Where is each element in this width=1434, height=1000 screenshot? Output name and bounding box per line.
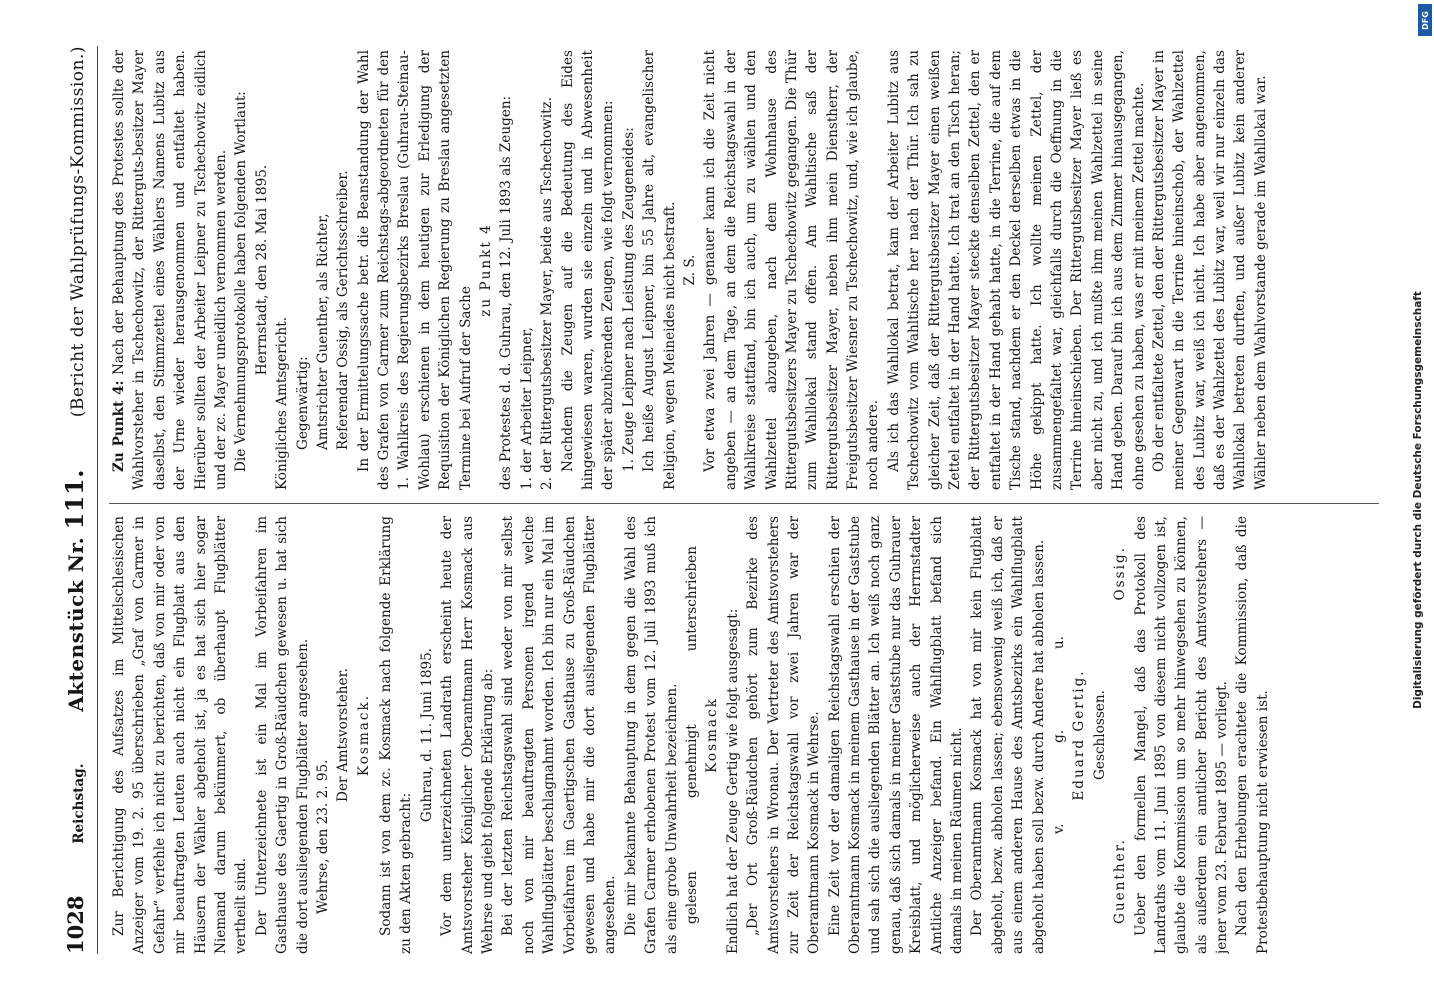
header-document-number: 111. — [60, 468, 89, 530]
header-left-title: Reichstag. — [71, 763, 87, 844]
paragraph: Der Oberamtmann Kosmack hat von mir kein Flugblatt abgeholt, bezw. abholen lassen; ebensowenig weiß ich, daß er aus einem anderen Hause des Amtsbezirks ein Wahlflugblatt abgeholt haben soll bezw. durch Andere hat abholen lassen. — [969, 516, 1047, 954]
signature-word: v. — [1050, 823, 1067, 834]
header-report-title: (Bericht der Wahlprüfungs-Kommission.) — [68, 46, 88, 418]
paragraph-text: Nach der Behauptung des Protestes sollte der Wahlvorsteher in Tschechowitz, der Ritterguts-besitzer Mayer daselbst, den Stimmzettel eines Wählers Namens Lubitz aus der Urne wieder herausgenommen und entfaltet haben. Hierüber sollten der Arbeiter Leipner zu Tschechowitz eidlich und der zc. Mayer uneidlich vernommen werden. — [111, 50, 229, 490]
paragraph: Die Vernehmungsprotokolle haben folgenden Wortlaut: — [233, 91, 250, 472]
header-document-label: Aktenstück Nr. — [64, 536, 88, 712]
signature-formula — [682, 516, 702, 954]
signature-word: u. — [1050, 636, 1067, 650]
closing-note: Geschlossen. — [1091, 690, 1108, 780]
left-column — [109, 516, 1379, 954]
section-heading: Zu Punkt 4: — [111, 380, 127, 472]
signature-word: gelesen — [683, 871, 700, 924]
signature-name: Kosmack. — [355, 693, 372, 777]
paragraph: Bei der letzten Reichstagswahl sind weder von mir selbst noch von mir beauftragten Personen irgend welche Wahlflugblätter beschlagnahmt worden. Ich bin nur ein Mal im Vorbeifahren im Gaertigschen Gasthause zu Groß-Räudchen gewesen und habe mir die dort ausliegenden Flugblätter angesehen. — [500, 516, 619, 954]
paragraph: „Der Ort Groß-Räudchen gehört zum Bezirke des Amtsvorstehers in Wronau. Der Vertreter des Amtsvorstehers zur Zeit der Reichstagswahl vor zwei Jahren war der Oberamtmann Kosmack in Wehrse. — [745, 516, 823, 954]
page-number: 1028 — [63, 895, 88, 954]
paragraph: Als ich das Wahllokal betrat, kam der Arbeiter Lubitz aus Tschechowitz vom Wahltische her nach der Thür. Ich sah zu gleicher Zeit, daß der Rittergutsbesitzer Mayer einen weißen Zettel entfaltet in der Hand hatte. Ich trat an den Tisch heran; der Rittergutsbesitzer Mayer steckte denselben Zettel, den er entfaltet in der Hand gehabt hatte, in die Terrine, die auf dem Tische stand, nachdem er den Deckel derselben etwas in die Höhe gekippt hatte. Ich wollte meinen Zettel, der zusammengefaltet war, gleichfalls durch die Oeffnung in die Terrine hineinschieben. Der Rittergutsbesitzer Mayer ließ es aber nicht zu, und ich mußte ihm meinen Wahlzettel in seine Hand geben. Darauf bin ich aus dem Zimmer hinausgegangen, ohne gesehen zu haben, was er mit meinem Zettel machte. — [885, 50, 1147, 490]
page-header — [57, 46, 98, 954]
place-date: Herrnstadt, den 28. Mai 1895. — [253, 164, 270, 376]
signature-name: Kosmack — [704, 697, 721, 773]
paragraph: Sodann ist von dem zc. Kosmack nach folgende Erklärung zu den Akten gebracht: — [378, 516, 415, 954]
digitization-note — [1402, 0, 1434, 1000]
paragraph: Nach den Erhebungen erachtete die Kommission, daß die Protestbehauptung nicht erwiesen ist. — [1234, 516, 1271, 954]
dfg-logo-text: DFG — [1420, 10, 1430, 30]
paragraph: Zur Berichtigung des Aufsatzes im Mittelschlesischen Anzeiger vom 19. 2. 95 überschrieben „Graf von Carmer in Gefahr“ verfehle ich nicht zu berichten, daß von mir oder von mir beauftragten Leuten auch nicht ein Flugblatt aus den Häusern der Wähler abgeholt ist, ja es hat sich hier sogar Niemand darum bekümmert, ob überhaupt Flugblätter vertheilt sind. — [111, 516, 250, 954]
paragraph: Eine Zeit vor der damaligen Reichstagswahl erschien der Oberamtmann Kosmack in meinem Gasthause in der Gaststube und sah sich die ausliegenden Blätter an. Ich weiß noch ganz genau, daß sich damals in meiner Gaststube nur das Guhrauer Kreisblatt, und möglicherweise auch der Herrnstadter Amtliche Anzeiger befand. Ein Wahlflugblatt befand sich damals in meinen Räumen nicht. — [826, 516, 966, 954]
paragraph: des Protestes d. d. Guhrau, den 12. Juli 1893 als Zeugen: — [498, 95, 515, 490]
paragraph: Ueber den formellen Mangel, daß das Protokoll des Landraths vom 11. Juni 1895 von diesem nicht vollzogen ist, glaubte die Kommission um so mehr hinwegsehen zu können, als außerdem ein amtlicher Bericht des Amtsvorstehers — jener vom 23. Februar 1895 — vorliegt. — [1132, 516, 1231, 954]
signature-name: Eduard Gertig. — [1071, 669, 1088, 801]
clerk-line: Referendar Ossig, als Gerichtsschreiber. — [335, 170, 352, 450]
witness-item: 2. der Rittergutsbesitzer Mayer, beide aus Tschechowitz. — [539, 96, 556, 490]
paragraph: In der Ermittelungssache betr. die Beanstandung der Wahl des Grafen von Carmer zum Reichstags-abgeordneten für den 1. Wahlkreis des Regierungsbezirks Breslau (Guhrau-Steinau-Wohlau) erschienen in dem heutigen zur Erledigung der Requisition der Königlichen Regierung zu Breslau angesetzten Termine bei Aufruf der Sache — [355, 50, 474, 490]
court-name: Königliches Amtsgericht. — [274, 316, 291, 490]
column-divider — [109, 503, 1379, 504]
paragraph: 1. Zeuge Leipner nach Leistung des Zeugeneides: — [620, 127, 637, 472]
place-date: Wehrse, den 23. 2. 95. — [314, 759, 331, 914]
dfg-logo — [1418, 4, 1432, 36]
paragraph: Ob der entfaltete Zettel, den der Rittergutsbesitzer Mayer in meiner Gegenwart in die Terrine hineinschob, der Wahlzettel des Lubitz war, weiß ich nicht. Ich habe aber angenommen, daß es der Wahlzettel des Lubitz war, weil wir nur einzeln das Wahllokal betreten durften, und außer Lubitz kein anderer Wähler neben dem Wahlvorstande gerade im Wahllokal war. — [1150, 50, 1269, 490]
point-reference: zu Punkt 4 — [478, 223, 495, 317]
oath-abbreviation: Z. S. — [681, 254, 698, 286]
signature-names-row — [1110, 516, 1130, 954]
signature-word: unterschrieben — [683, 546, 700, 652]
paragraph: Der Unterzeichnete ist ein Mal im Vorbeifahren im Gasthause des Gaertig in Groß-Räudchen gewesen u. hat sich die dort ausliegenden Flugblätter angesehen. — [253, 516, 311, 954]
paragraph: Ich heiße August Leipner, bin 55 Jahre alt, evangelischer Religion, wegen Meineides nicht bestraft. — [641, 50, 678, 490]
signature-formula — [1049, 516, 1069, 954]
signature-name: Guenther. — [1112, 837, 1129, 924]
paragraph: Vor dem unterzeichneten Landrath erscheint heute der Amtsvorsteher Königlicher Oberamtmann Herr Kosmack aus Wehrse und giebt folgende Erklärung ab: — [439, 516, 497, 954]
header-document-title — [57, 469, 93, 712]
paragraph — [109, 50, 231, 490]
judge-line: Amtsrichter Guenther, als Richter, — [314, 213, 331, 450]
signature-role: Der Amtsvorsteher. — [335, 668, 352, 802]
paragraph: Die mir bekannte Behauptung in dem gegen die Wahl des Grafen Carmer erhobenen Protest vom 12. Juli 1893 muß ich als eine grobe Unwahrheit bezeichnen. — [622, 516, 680, 954]
paragraph: Nachdem die Zeugen auf die Bedeutung des Eides hingewiesen waren, wurden sie einzeln und in Abwesenheit der später abzuhörenden Zeugen, wie folgt vernommen: — [559, 50, 617, 490]
paragraph: Endlich hat der Zeuge Gertig wie folgt ausgesagt: — [724, 608, 741, 954]
signature-name: Ossig. — [1112, 546, 1129, 601]
place-date: Guhrau, d. 11. Juni 1895. — [418, 647, 435, 823]
document-page — [25, 20, 1409, 980]
digitization-text: Digitalisierung gefördert durch die Deutsche Forschungsgemeinschaft — [1412, 291, 1424, 709]
paragraph: Vor etwa zwei Jahren — genauer kann ich die Zeit nicht angeben — an dem Tage, an dem die Reichstagswahl in der Wahlkreise stattfand, bin ich auch, um zu wählen und den Wahlzettel abzugeben, nach dem Wohnhause des Rittergutsbesitzers Mayer zu Tschechowitz gegangen. Die Thür zum Wahllokal stand offen. Am Wahltische saß der Rittergutsbesitzer Mayer, neben ihm mein Dienstherr, der Freigutsbesitzer Wiesner zu Tschechowitz, und, wie ich glaube, noch andere. — [702, 50, 882, 490]
present-label: Gegenwärtig: — [294, 356, 311, 450]
witness-item: 1. der Arbeiter Leipner, — [518, 327, 535, 490]
right-column — [109, 50, 1379, 490]
signature-word: g. — [1050, 729, 1067, 743]
signature-word: genehmigt — [683, 724, 700, 799]
